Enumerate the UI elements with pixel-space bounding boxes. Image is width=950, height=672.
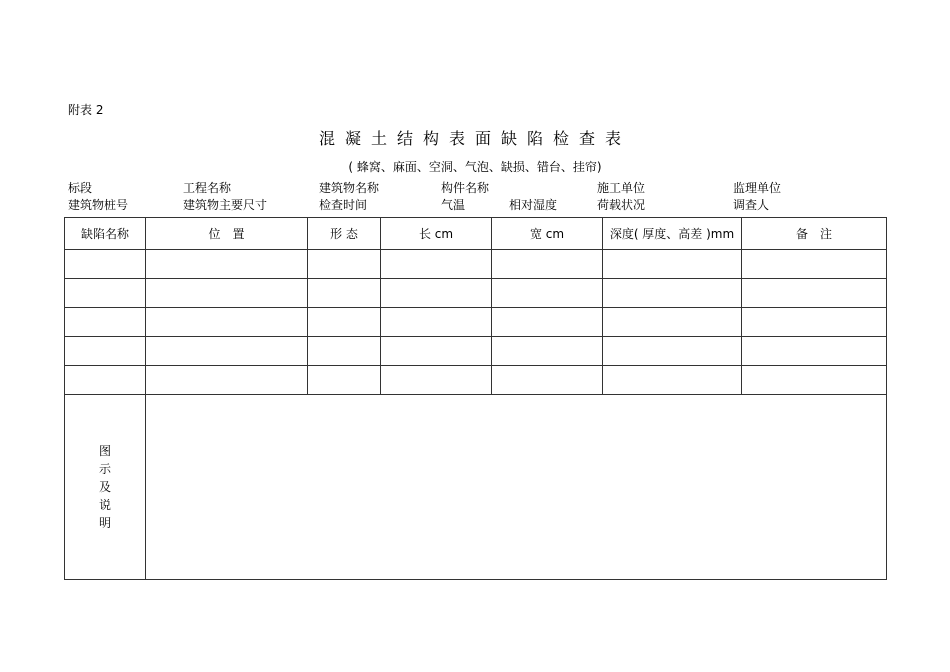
appendix-label: 附表 2 [68, 103, 104, 117]
col-remarks: 备 注 [742, 218, 887, 250]
table-cell[interactable] [492, 337, 603, 366]
meta-section: 标段 [68, 181, 93, 195]
header-row [65, 218, 887, 250]
table-cell[interactable] [742, 308, 887, 337]
table-cell[interactable] [603, 366, 742, 395]
table-cell[interactable] [603, 308, 742, 337]
table-cell[interactable] [742, 250, 887, 279]
diagram-area[interactable] [146, 395, 887, 580]
meta-component-name: 构件名称 [441, 181, 490, 195]
table-row [65, 337, 887, 366]
meta-project-name: 工程名称 [183, 181, 232, 195]
col-defect-name: 缺陷名称 [65, 218, 146, 250]
table-cell[interactable] [381, 366, 492, 395]
table-cell[interactable] [742, 337, 887, 366]
meta-inspection-time: 检查时间 [319, 198, 368, 212]
table-cell[interactable] [381, 337, 492, 366]
table-cell[interactable] [308, 279, 381, 308]
meta-temperature: 气温 [441, 198, 466, 212]
table-cell[interactable] [603, 250, 742, 279]
table-cell[interactable] [146, 279, 308, 308]
table-cell[interactable] [146, 308, 308, 337]
table-cell[interactable] [65, 250, 146, 279]
table-cell[interactable] [742, 279, 887, 308]
table-row [65, 308, 887, 337]
meta-construction-unit: 施工单位 [597, 181, 646, 195]
table-cell[interactable] [65, 366, 146, 395]
defect-table [64, 217, 887, 580]
table-cell[interactable] [381, 250, 492, 279]
col-width: 宽 cm [492, 218, 603, 250]
table-cell[interactable] [492, 308, 603, 337]
meta-main-dimensions: 建筑物主要尺寸 [183, 198, 268, 212]
table-cell[interactable] [742, 366, 887, 395]
table-cell[interactable] [492, 250, 603, 279]
table-cell[interactable] [492, 279, 603, 308]
table-cell[interactable] [308, 337, 381, 366]
table-row [65, 366, 887, 395]
table-row [65, 279, 887, 308]
table-cell[interactable] [65, 337, 146, 366]
table-cell[interactable] [308, 308, 381, 337]
form-subtitle: ( 蜂窝、麻面、空洞、气泡、缺损、错台、挂帘) [348, 160, 602, 174]
meta-load-condition: 荷载状况 [597, 198, 646, 212]
table-cell[interactable] [381, 279, 492, 308]
table-row [65, 250, 887, 279]
table-cell[interactable] [381, 308, 492, 337]
table-cell[interactable] [146, 250, 308, 279]
table-cell[interactable] [65, 308, 146, 337]
table-cell[interactable] [308, 366, 381, 395]
meta-investigator: 调查人 [733, 198, 770, 212]
col-depth: 深度( 厚度、高差 )mm [603, 218, 742, 250]
meta-supervision-unit: 监理单位 [733, 181, 782, 195]
table-cell[interactable] [308, 250, 381, 279]
meta-building-station: 建筑物桩号 [68, 198, 129, 212]
meta-building-name: 建筑物名称 [319, 181, 380, 195]
meta-humidity: 相对湿度 [509, 198, 558, 212]
diagram-row [65, 395, 887, 580]
diagram-label: 图示及说明 [98, 444, 111, 530]
table-cell[interactable] [603, 279, 742, 308]
table-cell[interactable] [65, 279, 146, 308]
col-length: 长 cm [381, 218, 492, 250]
col-shape: 形 态 [308, 218, 381, 250]
table-cell[interactable] [492, 366, 603, 395]
table-cell[interactable] [146, 366, 308, 395]
table-cell[interactable] [603, 337, 742, 366]
col-location: 位 置 [146, 218, 308, 250]
form-title: 混凝土结构表面缺陷检查表 [318, 129, 631, 148]
diagram-label-cell [65, 395, 146, 580]
table-cell[interactable] [146, 337, 308, 366]
